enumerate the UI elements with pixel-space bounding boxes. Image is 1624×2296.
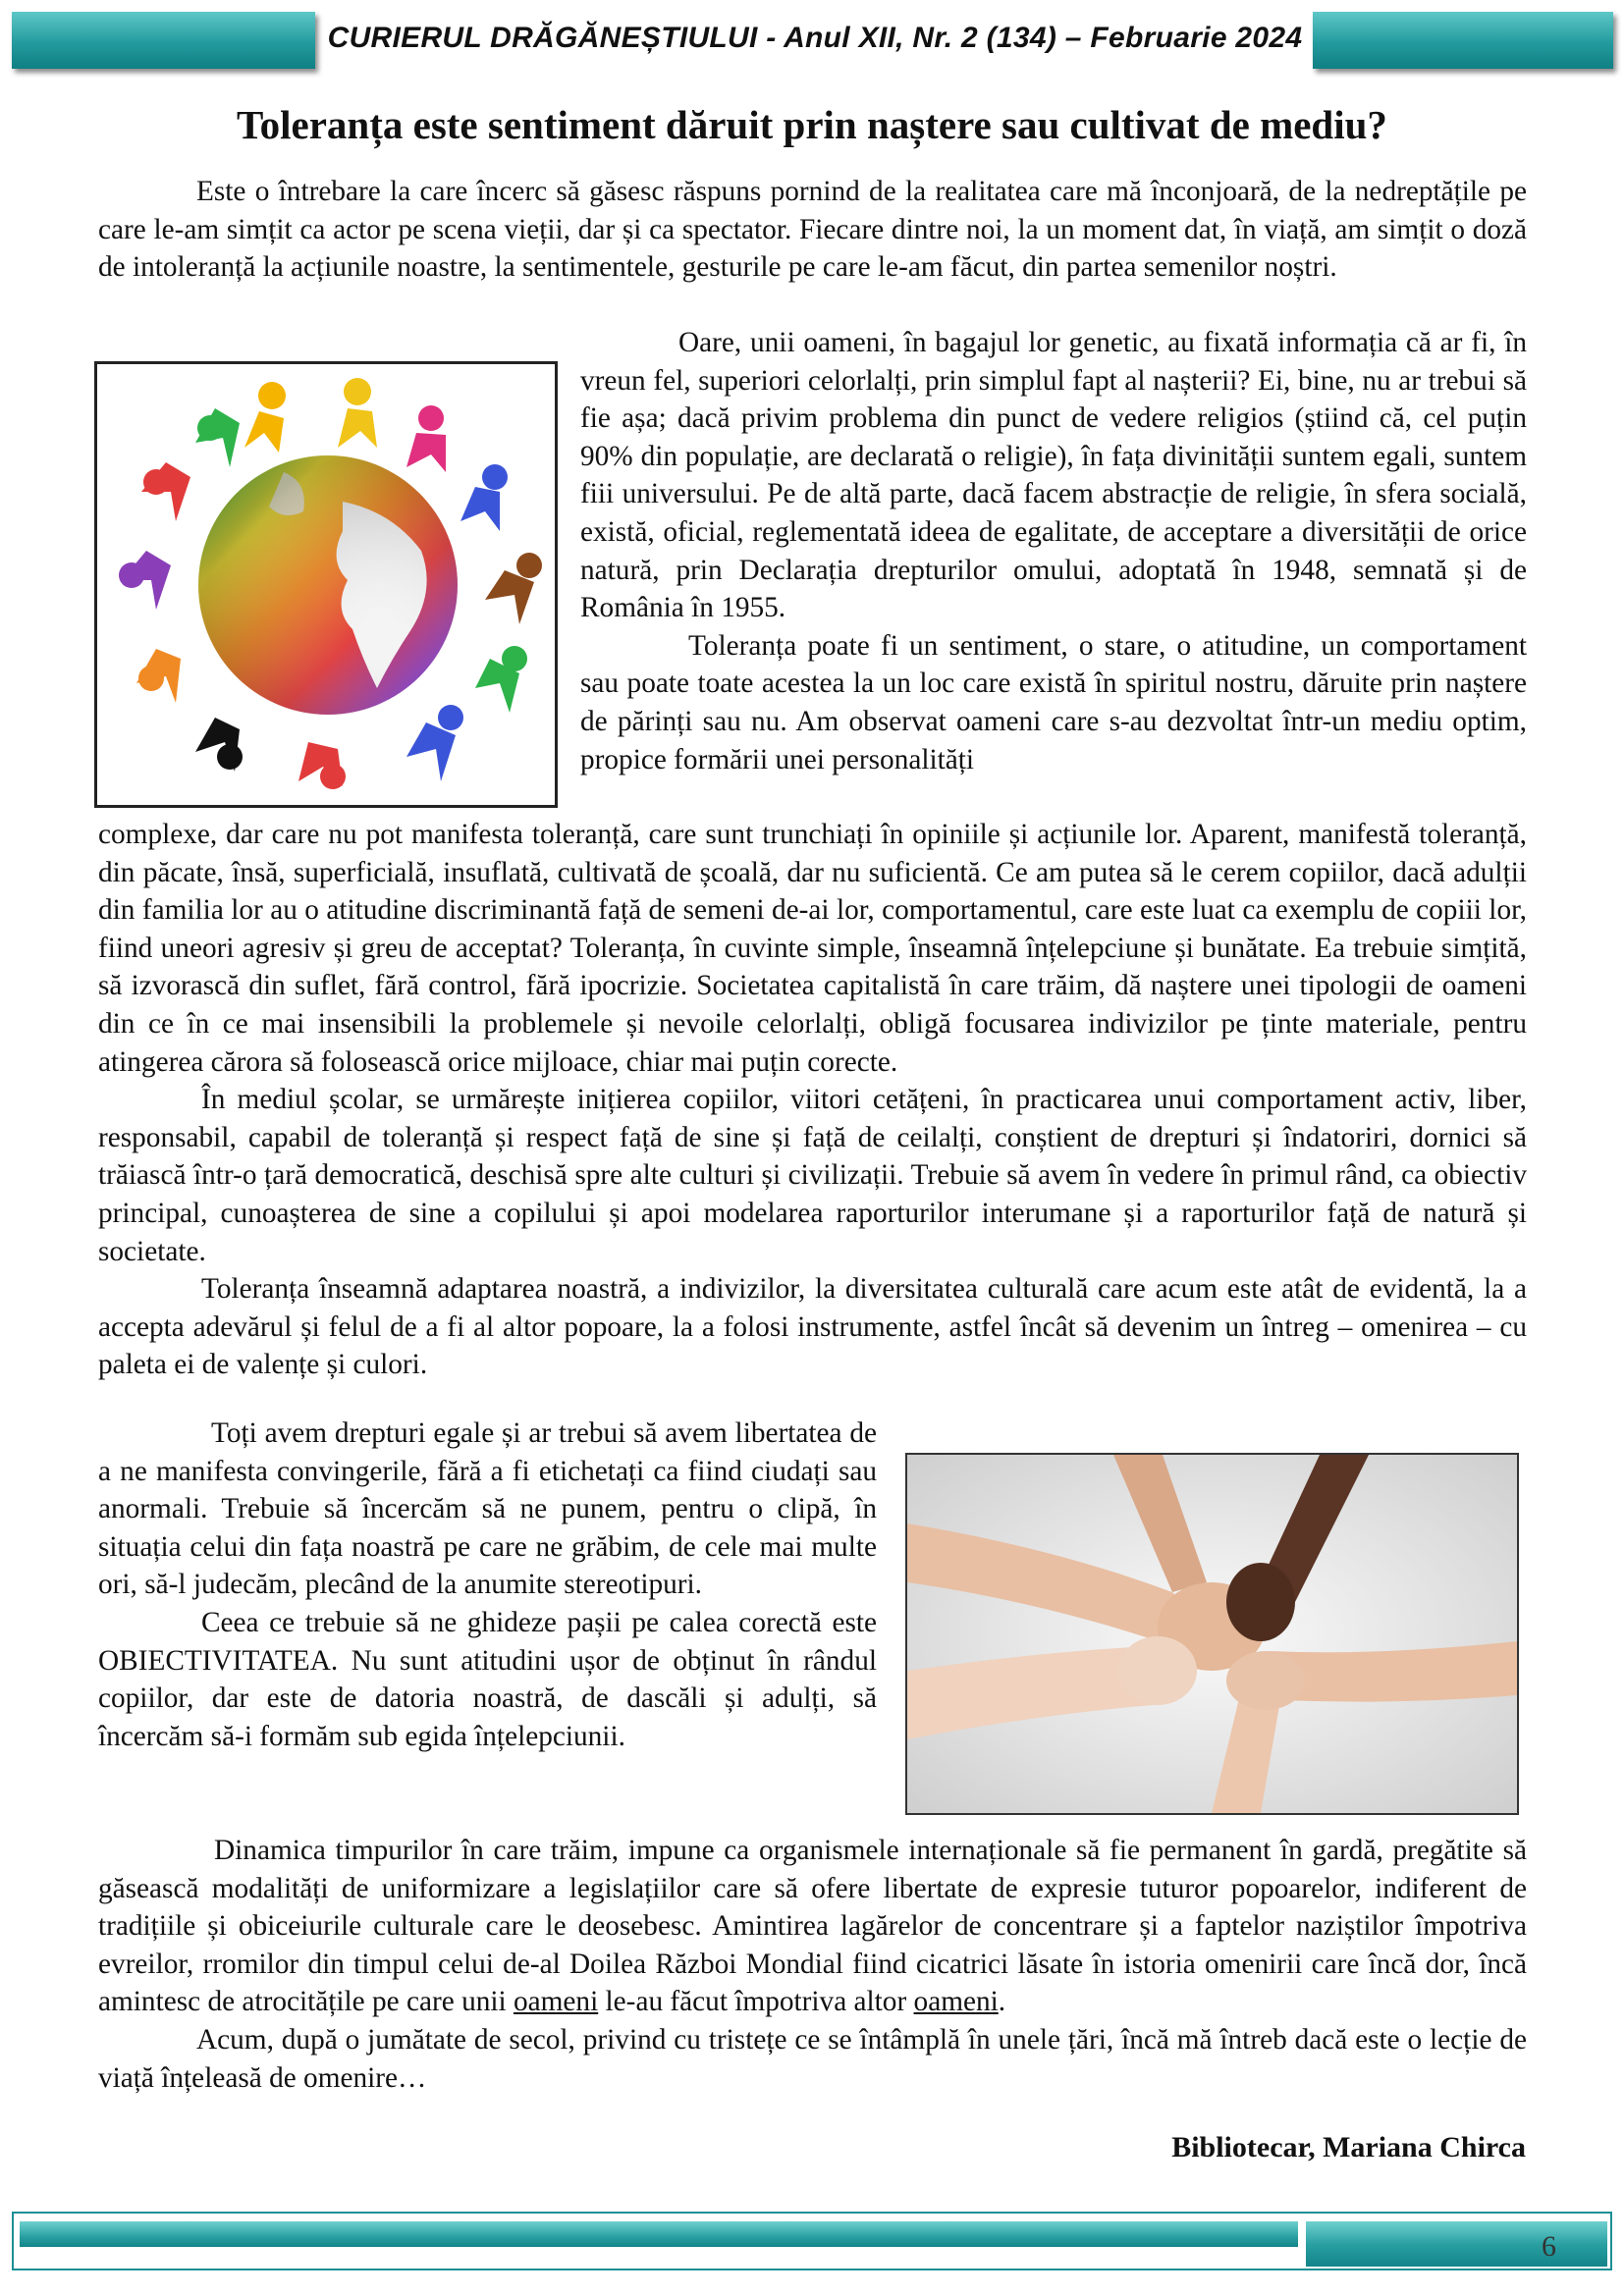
paragraph-9-text: Acum, după o jumătate de secol, privind cu tristețe ce se întâmplă în unele țări, încă mă întreb dacă este o lecție de viață înțeleasă de omenire… [98, 2023, 1527, 2094]
paragraph-3-continued-text: complexe, dar care nu pot manifesta toleranță, care sunt trunchiați în opiniile și acțiunile lor. Aparent, manifestă toleranță, din păcate, însă, superficială, insuflată, cultivată de școală, dar nu suficientă. Ce am putea să le cerem copiilor, dacă adulții din familia lor au o atitudine discriminantă față de semeni de-ai lor, comportamentul, care este luat ca exemplu de copiii lor, fiind uneori agresiv și greu de acceptat? Toleranța, în cuvinte simple, înseamnă înțelepciune și bunătate. Ea trebuie simțită, să izvorască din suflet, fără control, fără ipocrizie. Societatea capitalistă în care trăim, dă naștere unei tipologii de oameni din ce în ce mai insensibili la problemele și nevoile celorlalți, obligă focusarea indivizilor pe ținte materiale, pentru atingerea cărora să folosească orice mijloace, chiar mai puțin corecte. [98, 819, 1527, 1078]
header-decor-right [1313, 12, 1613, 69]
article-title: Toleranța este sentiment dăruit prin naștere sau cultivat de mediu? [237, 102, 1387, 147]
paragraph-2-text: Oare, unii oameni, în bagajul lor genetic, au fixată informația că ar fi, în vreun fel, superiori celorlalți, prin simplul fapt al nașterii? Ei, bine, nu ar trebui să fie așa; dacă privim problema din punct de vedere religios (știind că, cel puțin 90% din populație, are declarată o religie), în fața divinității suntem egali, suntem fiii universului. Pe de altă parte, dacă facem abstracție de religie, în sfera socială, există, oficial, reglementată ideea de egalitate, de acceptare a diversității de orice natură, prin Declarația drepturilor omului, adoptată în 1948, semnată și de România în 1955. [580, 327, 1527, 624]
paragraph-8-mid: le-au făcut împotriva altor [598, 1986, 914, 2018]
paragraph-5-text: Toleranța înseamnă adaptarea noastră, a indivizilor, la diversitatea culturală care acum este atât de evidentă, la a accepta adevărul și felul de a fi al altor popoare, la a folosi instrumente, astfel încât să devenim un întreg – omenirea – cu paleta ei de valențe și culori. [98, 1273, 1527, 1381]
paragraph-1-text: Este o întrebare la care încerc să găsesc răspuns pornind de la realitatea care mă înconjoară, de la nedreptățile pe care le-am simțit ca actor pe scena vieții, dar și ca spectator. Fiecare dintre noi, la un moment dat, în viață, am simțit o doză de intoleranță la acțiunile noastre, la sentimentele, gesturile pe care le-am făcut, din partea semenilor noștri. [98, 176, 1527, 284]
underlined-word-1: oameni [513, 1986, 599, 2018]
paragraph-1 [98, 173, 1527, 287]
paragraph-8-start: Dinamica timpurilor în care trăim, impune ca organismele internaționale să fie permanent în gardă, pregătite să găsească modalități de uniformizare a legislațiilor care să ofere libertate de expresie tuturor popoarelor, indiferent de tradițiile și obiceiurile culturale care le deosebesc. Amintirea lagărelor de concentrare și a faptelor naziștilor împotriva evreilor, rromilor din timpul celui de-al Doilea Război Mondial fiind cicatrici lăsate în istoria omenirii care încă dor, încă amintesc de atrocitățile pe care unii [98, 1835, 1527, 2018]
author-signature: Bibliotecar, Mariana Chirca [1171, 2131, 1526, 2163]
paragraph-3-text: Toleranța poate fi un sentiment, o stare, o atitudine, un comportament sau poate toate acestea la un loc care există în spiritul nostru, dăruite prin naștere de părinți sau nu. Am observat oameni care s-au dezvoltat într-un mediu optim, propice formării unei personalități [580, 629, 1527, 775]
paragraph-3-continued [98, 816, 1527, 1384]
paragraph-2 [580, 324, 1527, 778]
page-number: 6 [1542, 2230, 1556, 2263]
header-decor-left [12, 12, 315, 69]
paragraph-8-text [98, 1832, 1527, 2021]
paragraph-8 [98, 1832, 1527, 2097]
paragraph-7-text: Ceea ce trebuie să ne ghideze pașii pe calea corectă este OBIECTIVITATEA. Nu sunt atitudini ușor de obținut în rândul copiilor, dar este de datoria noastră, de dascăli și adulți, să încercăm să-i formăm sub egida înțelepciunii. [98, 1606, 877, 1752]
hands-icon [907, 1455, 1517, 1813]
publication-header: CURIERUL DRĂGĂNEȘTIULUI - Anul XII, Nr. 2 (134) – Februarie 2024 [327, 22, 1303, 54]
joined-hands-photo [905, 1453, 1519, 1815]
paragraph-6-text: Toți avem drepturi egale și ar trebui să avem libertatea de a ne manifesta convingerile, fără a fi etichetați ca fiind ciudați sau anormali. Trebuie să încercăm să ne punem, pentru o clipă, în situația celui din fața noastră pe care ne grăbim, de cele mai multe ori, să-l judecăm, plecând de la anumite stereotipuri. [98, 1417, 877, 1601]
paragraph-6 [98, 1415, 877, 1755]
globe-people-illustration [94, 361, 558, 808]
paragraph-8-end: . [998, 1986, 1006, 2018]
paragraph-4-text: În mediul școlar, se urmărește inițierea copiilor, viitori cetățeni, în practicarea unui comportament activ, liber, responsabil, capabil de toleranță și respect față de sine și față de ceilalți, conștient de drepturi și îndatoriri, dornici să trăiască într-o țară democratică, deschisă spre alte culturi și civilizații. Trebuie să avem în vedere în primul rând, ca obiectiv principal, cunoașterea de sine a copilului și apoi modelarea raporturilor interumane și a raporturilor față de natură și societate. [98, 1084, 1527, 1267]
globe-icon [97, 364, 555, 805]
footer-decor-bar [20, 2221, 1298, 2247]
underlined-word-2: oameni [913, 1986, 999, 2018]
footer-page-box [1306, 2221, 1607, 2267]
